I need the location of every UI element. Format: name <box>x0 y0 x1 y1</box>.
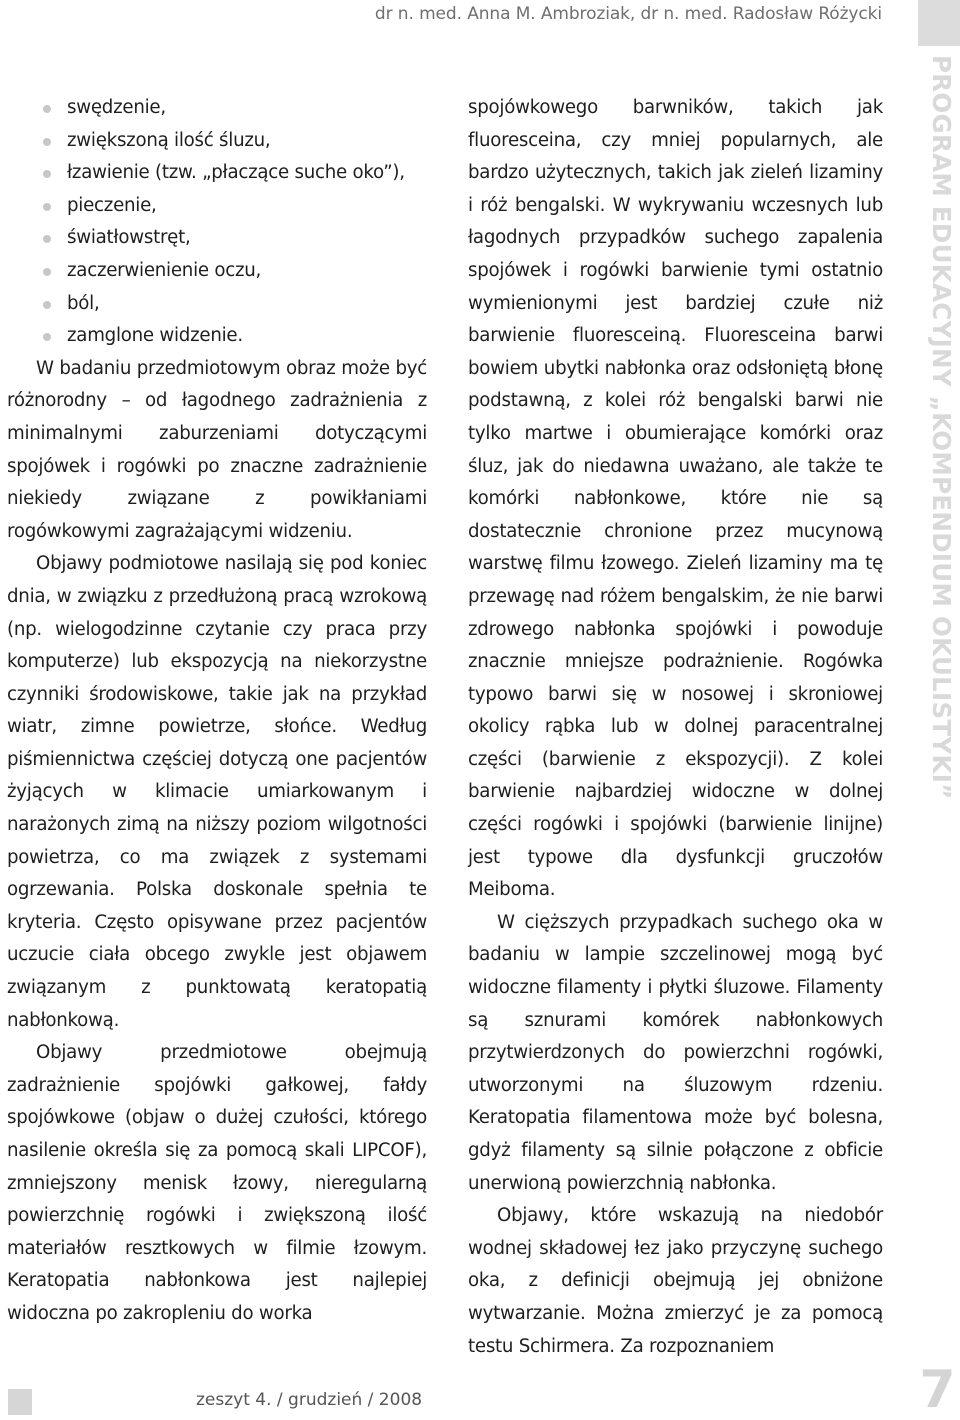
bullet-icon <box>43 333 51 341</box>
body-paragraph: W badaniu przedmiotowym obraz może być różnorodny – od łagodnego zadrażnienia z minimalnymi zaburzeniami dotyczącymi spojówek i rogówki po znaczne zadrażnienie niekiedy związane z powikłaniami rogówkowymi zagrażającymi widzeniu. <box>7 357 427 542</box>
bullet-icon <box>43 138 51 146</box>
symptom-list <box>7 92 427 353</box>
list-item: łzawienie (tzw. „płaczące suche oko”), <box>7 157 427 190</box>
body-paragraph: Objawy podmiotowe nasilają się pod koniec dnia, w związku z przedłużoną pracą wzrokową (np. wielogodzinne czytanie czy praca przy komputerze) lub ekspozycją na niekorzystne czynniki środowiskowe, takie jak na przykład wiatr, zimne powietrze, słońce. Według piśmiennictwa częściej dotyczą one pacjentów żyjących w klimacie umiarkowanym i narażonych zimą na niższy poziom wilgotności powietrza, co ma związek z systemami ogrzewania. Polska doskonale spełnia te kryteria. Często opisywane przez pacjentów uczucie ciała obcego zwykle jest objawem związanym z punktowatą keratopatią nabłonkową. <box>7 553 427 1031</box>
list-item: swędzenie, <box>7 92 427 125</box>
list-item: zaczerwienienie oczu, <box>7 255 427 288</box>
footer-marker <box>8 1389 32 1415</box>
body-paragraph: spojówkowego barwników, takich jak fluoresceina, czy mniej popularnych, ale bardzo użytecznych, takich jak zieleń lizaminy i róż bengalski. W wykrywaniu wczesnych lub łagodnych przypadków suchego zapalenia spojówek i rogówki barwienie tymi ostatnio wymienionymi jest bardziej czułe niż barwienie fluoresceiną. Fluoresceina barwi bowiem ubytki nabłonka oraz odsłoniętą błonę podstawną, z kolei róż bengalski barwi nie tylko martwe i obumierające komórki oraz śluz, jak do niedawna uważano, ale także te komórki nabłonkowe, które nie są dostatecznie chronione przez mucynową warstwę filmu łzowego. Zieleń lizaminy ma tę przewagę nad różem bengalskim, że nie barwi zdrowego nabłonka spojówki i powoduje znacznie mniejsze podrażnienie. Rogówka typowo barwi się w nosowej i skroniowej okolicy rąbka lub w dolnej paracentralnej części (barwienie z ekspozycji). Z kolei barwienie najbardziej widoczne w dolnej części rogówki i spojówki (barwienie linijne) jest typowe dla dysfunkcji gruczołów Meiboma. <box>468 97 883 901</box>
body-paragraph: W cięższych przypadkach suchego oka w badaniu w lampie szczelinowej mogą być widoczne filamenty i płytki śluzowe. Filamenty są sznurami komórek nabłonkowych przytwierdzonych do powierzchni rogówki, utworzonymi na śluzowym rdzeniu. Keratopatia filamentowa może być bolesna, gdyż filamenty są silnie połączone z obficie unerwioną powierzchnią nabłonka. <box>468 911 883 1194</box>
bullet-icon <box>43 170 51 178</box>
page-number: 7 <box>919 1360 956 1420</box>
bullet-icon <box>43 203 51 211</box>
footer-issue: zeszyt 4. / grudzień / 2008 <box>196 1390 423 1410</box>
right-column <box>468 92 883 1363</box>
bullet-icon <box>43 268 51 276</box>
side-banner-text: PROGRAM EDUKACYJNY „KOMPENDIUM OKULISTYKI” <box>927 55 956 800</box>
body-paragraph: Objawy przedmiotowe obejmują zadrażnienie spojówki gałkowej, fałdy spojówkowe (objaw o dużej czułości, którego nasilenie określa się za pomocą skali LIPCOF), zmniejszony menisk łzowy, nieregularną powierzchnię rogówki i zwiększoną ilość materiałów resztkowych w filmie łzowym. Keratopatia nabłonkowa jest najlepiej widoczna po zakropleniu do worka <box>7 1042 427 1324</box>
running-header-authors: dr n. med. Anna M. Ambroziak, dr n. med. Radosław Różycki <box>374 4 882 24</box>
left-column <box>7 92 427 1331</box>
bullet-icon <box>43 235 51 243</box>
list-item: światłowstręt, <box>7 222 427 255</box>
list-item: ból, <box>7 288 427 321</box>
list-item: zwiększoną ilość śluzu, <box>7 125 427 158</box>
bullet-icon <box>43 105 51 113</box>
list-item: zamglone widzenie. <box>7 320 427 353</box>
body-paragraph: Objawy, które wskazują na niedobór wodnej składowej łez jako przyczynę suchego oka, z definicji obejmują jej obniżone wytwarzanie. Można zmierzyć je za pomocą testu Schirmera. Za rozpoznaniem <box>468 1205 883 1357</box>
header-tab-marker <box>918 0 960 46</box>
bullet-icon <box>43 301 51 309</box>
list-item: pieczenie, <box>7 190 427 223</box>
